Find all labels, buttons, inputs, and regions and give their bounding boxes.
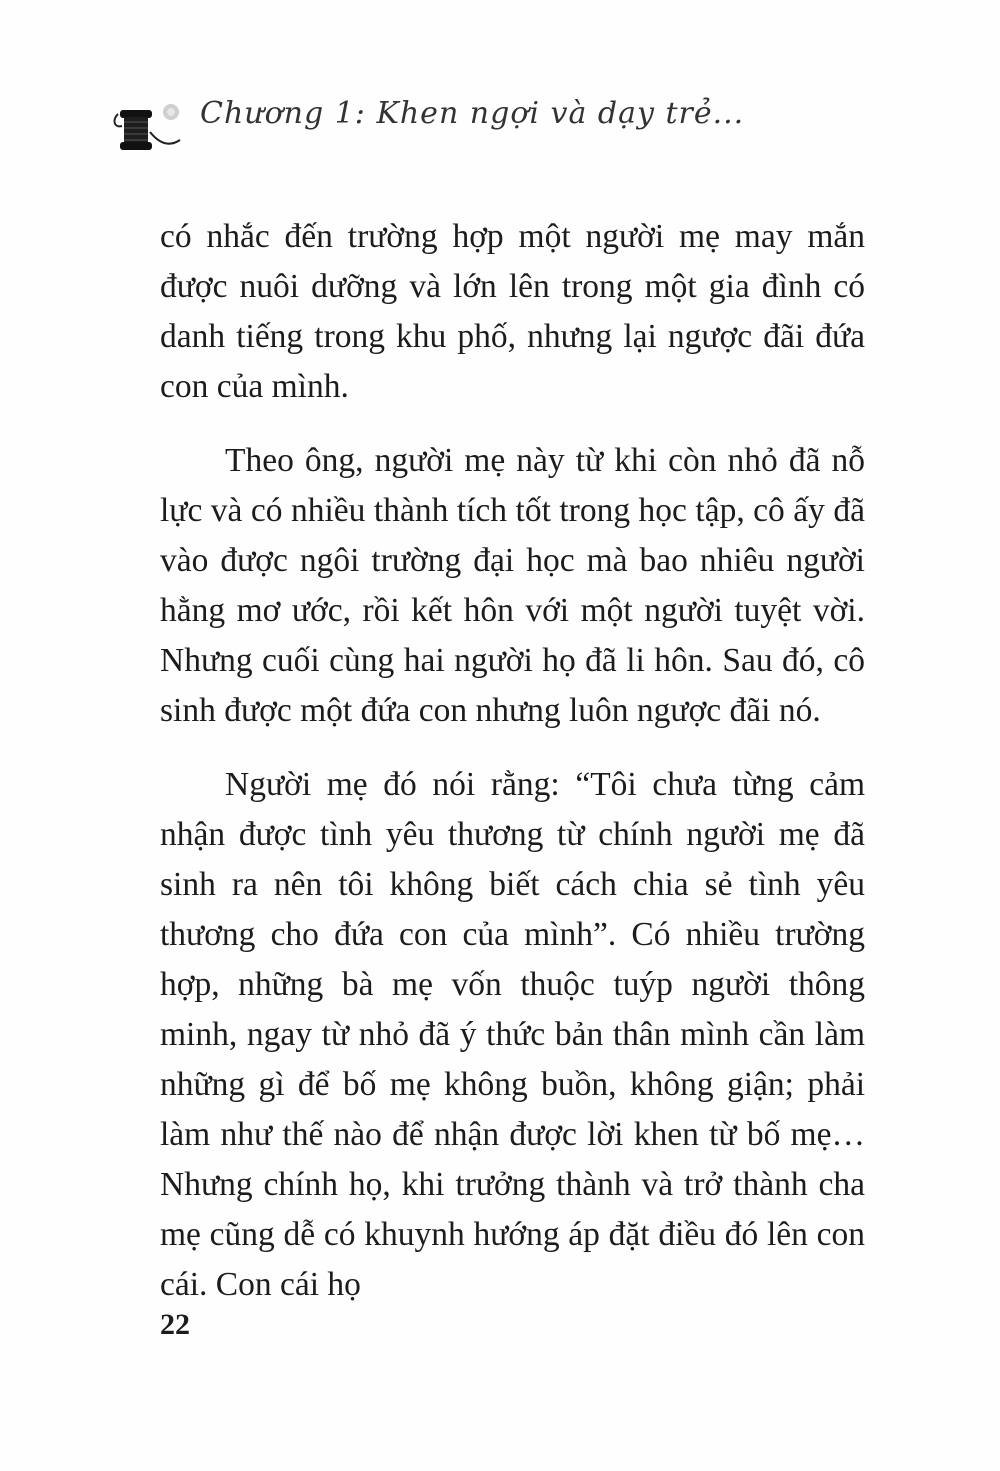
decorative-dot-icon [162,103,180,121]
paragraph-1: có nhắc đến trường hợp một người mẹ may mắn được nuôi dưỡng và lớn lên trong một gia đình có danh tiếng trong khu phố, nhưng lại ngược đãi đứa con của mình. [160,218,865,405]
page-number: 22 [160,1308,190,1341]
chapter-title: Chương 1: Khen ngợi và dạy trẻ... [200,96,745,131]
body-text [160,212,865,1334]
paragraph-2: Theo ông, người mẹ này từ khi còn nhỏ đã nỗ lực và có nhiều thành tích tốt trong học tập, cô ấy đã vào được ngôi trường đại học mà bao nhiêu người hằng mơ ước, rồi kết hôn với một người tuyệt vời. Nhưng cuối cùng hai người họ đã li hôn. Sau đó, cô sinh được một đứa con nhưng luôn ngược đãi nó. [160,442,865,729]
thread-spool-icon [110,70,200,170]
paragraph-3: Người mẹ đó nói rằng: “Tôi chưa từng cảm nhận được tình yêu thương từ chính người mẹ đã sinh ra nên tôi không biết cách chia sẻ tình yêu thương cho đứa con của mình”. Có nhiều trường hợp, những bà mẹ vốn thuộc tuýp người thông minh, ngay từ nhỏ đã ý thức bản thân mình cần làm những gì để bố mẹ không buồn, không giận; phải làm như thế nào để nhận được lời khen từ bố mẹ… Nhưng chính họ, khi trưởng thành và trở thành cha mẹ cũng dễ có khuynh hướng áp đặt điều đó lên con cái. Con cái họ [160,766,865,1303]
running-header [110,70,745,170]
